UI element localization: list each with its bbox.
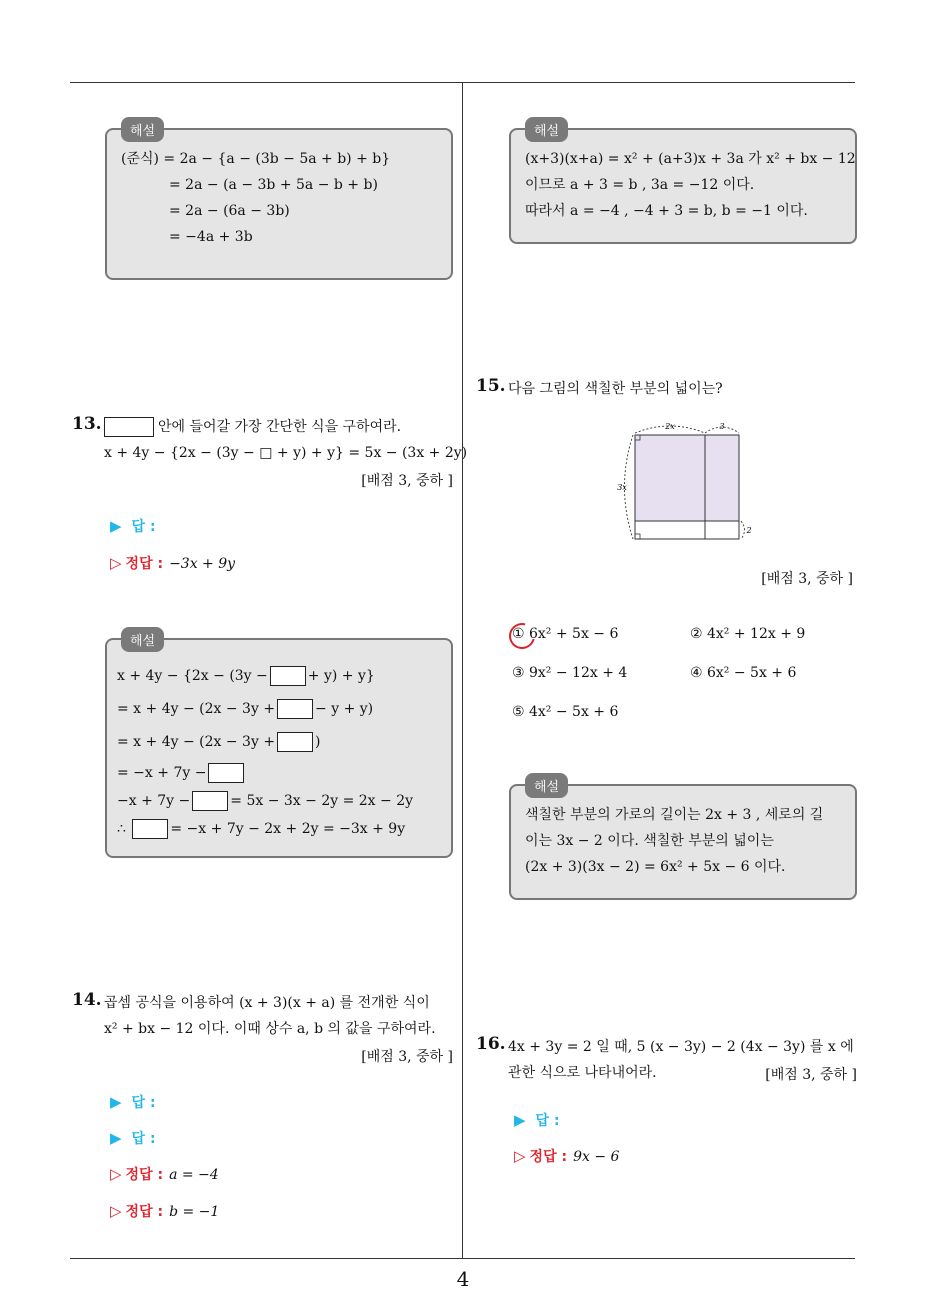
solution-box-12: [105, 124, 453, 280]
question-13-text: 안에 들어갈 가장 간단한 식을 구하여라.: [104, 414, 401, 440]
solution-line: = −x + 7y −: [117, 759, 441, 787]
choice-5[interactable]: ⑤ 4x² − 5x + 6: [512, 704, 619, 720]
figure-label-3x: 3x: [617, 483, 627, 492]
answer-row: ▶ 답 :: [110, 1129, 156, 1147]
choice-4[interactable]: ④ 6x² − 5x + 6: [690, 665, 797, 681]
score-meta: [배점 3, 중하 ]: [765, 1067, 857, 1083]
question-16-line2: 관한 식으로 나타내어라.: [508, 1065, 657, 1081]
solution-line: = x + 4y − (2x − 3y + ): [117, 734, 321, 750]
answer-row: ▶ 답 :: [514, 1111, 560, 1129]
choice-3[interactable]: ③ 9x² − 12x + 4: [512, 665, 628, 681]
question-14-line1: 곱셈 공식을 이용하여 (x + 3)(x + a) 를 전개한 식이: [104, 995, 430, 1011]
figure-label-2x: 2x: [665, 422, 675, 431]
solution-line: = x + 4y − (2x − 3y + − y + y): [117, 701, 374, 717]
question-number: 15.: [476, 376, 506, 396]
solution-line: (2x + 3)(3x − 2) = 6x² + 5x − 6 이다.: [525, 859, 786, 875]
solution-tag: 해설: [121, 627, 164, 652]
answer-row: ▶ 답 :: [110, 1093, 156, 1111]
solution-line: = 2a − (6a − 3b): [169, 203, 290, 219]
correct-answer-row: ▷ 정답 : b = −1: [110, 1202, 220, 1220]
solution-box-14: [509, 124, 857, 244]
page-number: 4: [456, 1267, 470, 1291]
figure-label-3: 3: [719, 422, 725, 431]
solution-line: ∴ = −x + 7y − 2x + 2y = −3x + 9y: [117, 821, 406, 837]
bottom-rule: [70, 1258, 855, 1259]
solution-line: 따라서 a = −4 , −4 + 3 = b, b = −1 이다.: [525, 203, 808, 219]
figure-label-2: 2: [746, 526, 752, 535]
solution-line: = 2a − (a − 3b + 5a − b + b): [169, 177, 378, 193]
question-number: 16.: [476, 1034, 506, 1054]
question-16-line1: 4x + 3y = 2 일 때, 5 (x − 3y) − 2 (4x − 3y) 를 x 에: [508, 1039, 854, 1055]
solution-line: −x + 7y − = 5x − 3x − 2y = 2x − 2y: [117, 793, 414, 809]
choice-1[interactable]: ① 6x² + 5x − 6: [512, 626, 619, 642]
solution-line: (준식) = 2a − {a − (3b − 5a + b) + b}: [121, 151, 391, 167]
solution-tag: 해설: [525, 773, 568, 798]
solution-box-13: [105, 634, 453, 858]
score-meta: [배점 3, 중하 ]: [761, 571, 853, 587]
solution-tag: 해설: [121, 117, 164, 142]
column-divider: [462, 82, 463, 1258]
solution-line: 이므로 a + 3 = b , 3a = −12 이다.: [525, 177, 755, 193]
rectangle-figure: [608, 415, 768, 555]
choice-2[interactable]: ② 4x² + 12x + 9: [690, 626, 806, 642]
correct-answer-row: ▷ 정답 : a = −4: [110, 1165, 219, 1183]
correct-answer-row: ▷ 정답 : −3x + 9y: [110, 554, 236, 572]
question-15-text: 다음 그림의 색칠한 부분의 넓이는?: [508, 381, 723, 397]
solution-line: x + 4y − {2x − (3y − + y) + y}: [117, 668, 375, 684]
question-13-equation: x + 4y − {2x − (3y − □ + y) + y} = 5x − (3x + 2y): [104, 445, 468, 461]
question-number: 14.: [72, 990, 102, 1010]
question-14-line2: x² + bx − 12 이다. 이때 상수 a, b 의 값을 구하여라.: [104, 1021, 436, 1037]
solution-box-15: [509, 780, 857, 900]
solution-line: 이는 3x − 2 이다. 색칠한 부분의 넓이는: [525, 833, 774, 849]
solution-line: = −4a + 3b: [169, 229, 253, 245]
score-meta: [배점 3, 중하 ]: [361, 1049, 453, 1065]
correct-answer-row: ▷ 정답 : 9x − 6: [514, 1147, 620, 1165]
answer-row: ▶ 답 :: [110, 517, 156, 535]
score-meta: [배점 3, 중하 ]: [361, 473, 453, 489]
question-number: 13.: [72, 414, 102, 434]
solution-line: 색칠한 부분의 가로의 길이는 2x + 3 , 세로의 길: [525, 807, 824, 823]
shaded-region: [635, 435, 739, 521]
solution-line: (x+3)(x+a) = x² + (a+3)x + 3a 가 x² + bx − 12: [525, 151, 856, 167]
answer-blank: [104, 417, 154, 437]
solution-tag: 해설: [525, 117, 568, 142]
